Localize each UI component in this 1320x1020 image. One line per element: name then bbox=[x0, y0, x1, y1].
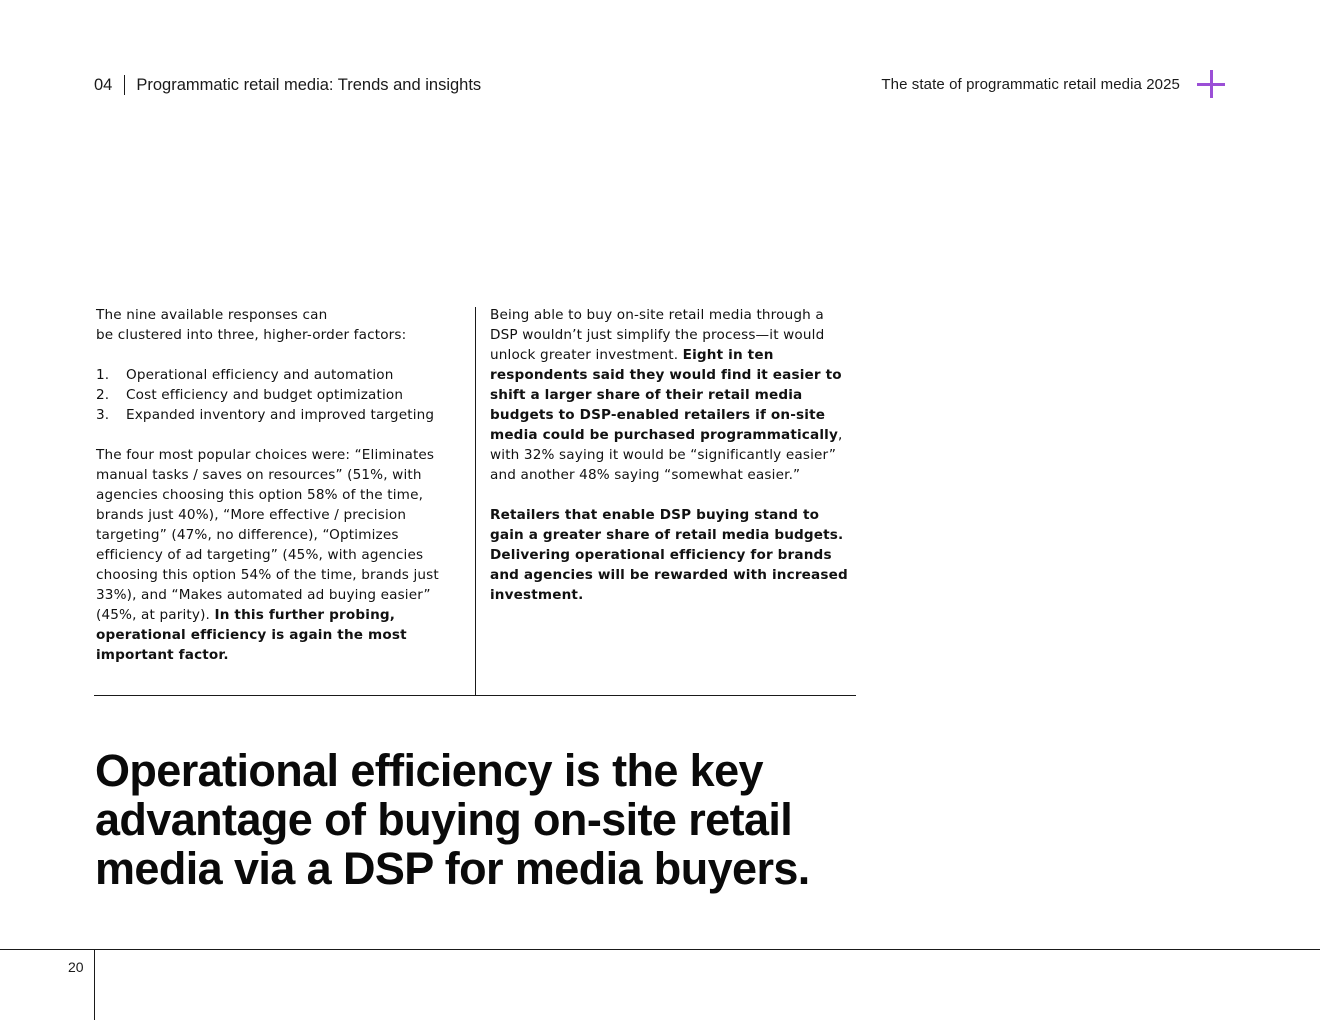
left-column bbox=[96, 305, 460, 665]
dsp-finding-detail: , with 32% saying it would be “significantly easier” and another 48% saying “somewhat easier.” bbox=[490, 427, 843, 483]
retailer-takeaway: Retailers that enable DSP buying stand to gain a greater share of retail media budgets. Delivering operational efficiency for brands and agencies will be rewarded with increased investment. bbox=[490, 507, 848, 603]
dsp-key-finding: Eight in ten respondents said they would find it easier to shift a larger share of their retail media budgets to DSP-enabled retailers if on-site media could be purchased programmatically bbox=[490, 347, 842, 443]
list-item-label: Expanded inventory and improved targeting bbox=[126, 407, 435, 423]
factors-list bbox=[96, 365, 460, 425]
retailer-takeaway-paragraph bbox=[490, 505, 854, 605]
section-number: 04 bbox=[94, 75, 113, 94]
popular-choices-paragraph bbox=[96, 445, 460, 665]
section-title: Programmatic retail media: Trends and insights bbox=[136, 75, 482, 94]
column-divider bbox=[475, 307, 476, 696]
dsp-intro-text: Being able to buy on-site retail media through a DSP wouldn’t just simplify the process—it would unlock greater investment. bbox=[490, 307, 825, 363]
list-item bbox=[96, 405, 460, 425]
footer-vertical-divider bbox=[94, 949, 95, 1020]
footer-divider bbox=[0, 949, 1320, 950]
list-item-label: Operational efficiency and automation bbox=[126, 367, 394, 383]
list-item-number: 2. bbox=[96, 387, 110, 403]
page-headline: Operational efficiency is the key advantage of buying on-site retail media via a DSP for media buyers. bbox=[95, 745, 810, 894]
list-item-number: 1. bbox=[96, 367, 110, 383]
plus-icon bbox=[1197, 70, 1225, 98]
popular-choices-conclusion: In this further probing, operational efficiency is again the most important factor. bbox=[96, 607, 407, 663]
list-item-number: 3. bbox=[96, 407, 110, 423]
popular-choices-text: The four most popular choices were: “Eliminates manual tasks / saves on resources” (51%, with agencies choosing this option 58% of the time, brands just 40%), “More effective / precision targeting” (47%, no difference), “Optimizes efficiency of ad targeting” (45%, with agencies choosing this option 54% of the time, brands just 33%), and “Makes automated ad buying easier” (45%, at parity). bbox=[96, 447, 439, 623]
section-header bbox=[94, 75, 481, 95]
header-divider bbox=[124, 75, 125, 95]
intro-line-1: The nine available responses can bbox=[96, 307, 328, 323]
dsp-investment-paragraph bbox=[490, 305, 854, 485]
right-column bbox=[490, 305, 854, 605]
page-number: 20 bbox=[68, 959, 84, 975]
list-item bbox=[96, 385, 460, 405]
section-divider bbox=[94, 695, 856, 696]
list-item bbox=[96, 365, 460, 385]
intro-line-2: be clustered into three, higher-order factors: bbox=[96, 327, 407, 343]
report-title: The state of programmatic retail media 2025 bbox=[881, 76, 1180, 93]
list-item-label: Cost efficiency and budget optimization bbox=[126, 387, 404, 403]
